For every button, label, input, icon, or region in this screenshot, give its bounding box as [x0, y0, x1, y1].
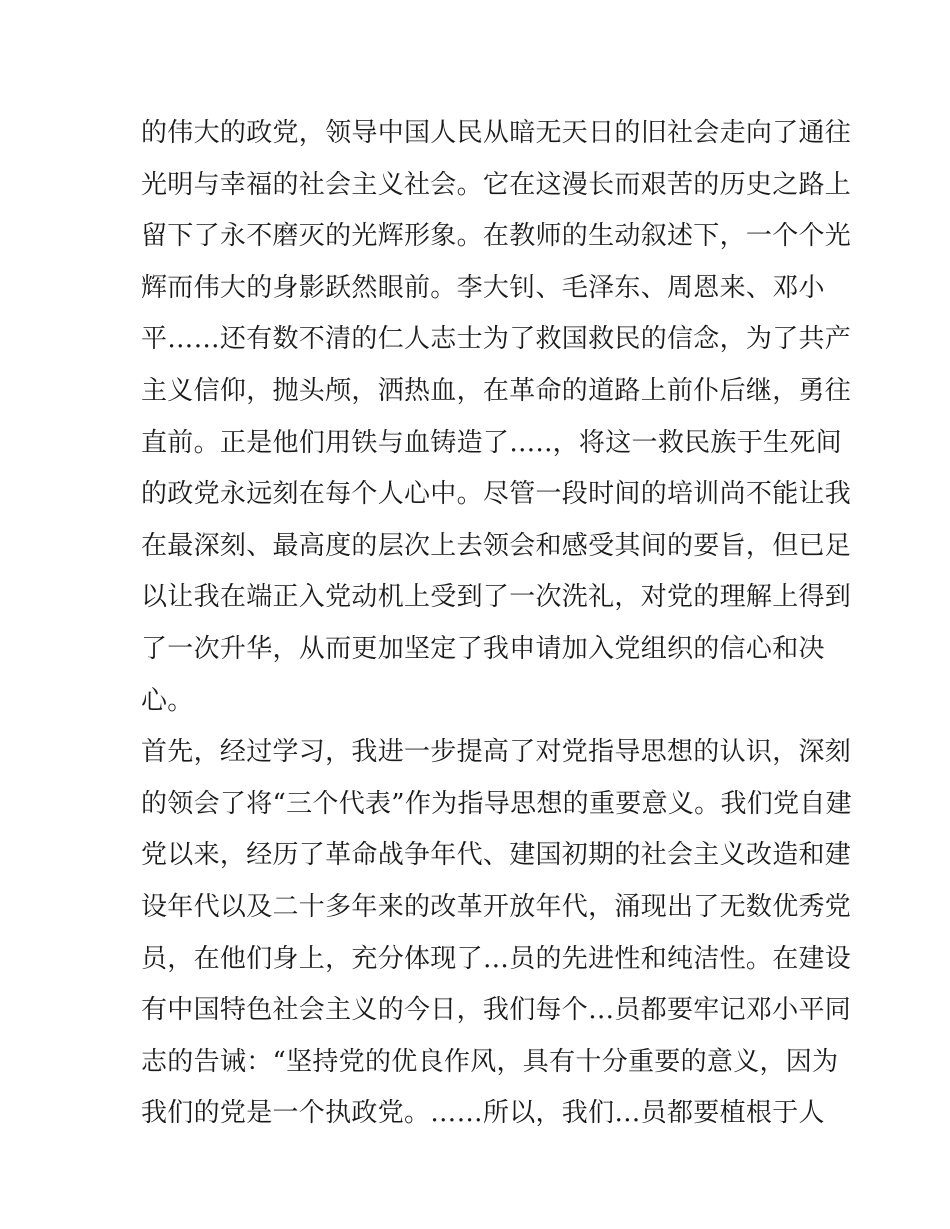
text-line: 员，在他们身上，充分体现了…员的先进性和纯洁性。在建设 — [141, 943, 852, 974]
body-text — [141, 108, 852, 1140]
text-line: 以让我在端正入党动机上受到了一次洗礼，对党的理解上得到 — [141, 582, 852, 613]
text-line: 我们的党是一个执政党。……所以，我们…员都要植根于人 — [141, 1098, 825, 1129]
text-line: 了一次升华，从而更加坚定了我申请加入党组织的信心和决 — [141, 633, 825, 664]
text-line: 设年代以及二十多年来的改革开放年代，涌现出了无数优秀党 — [141, 891, 852, 922]
text-line: 有中国特色社会主义的今日，我们每个…员都要牢记邓小平同 — [141, 995, 852, 1026]
text-line: 光明与幸福的社会主义社会。它在这漫长而艰苦的历史之路上 — [141, 169, 852, 200]
text-line: 辉而伟大的身影跃然眼前。李大钊、毛泽东、周恩来、邓小 — [141, 272, 825, 303]
text-line: 主义信仰，抛头颅，洒热血，在革命的道路上前仆后继，勇往 — [141, 375, 852, 406]
text-line: 平……还有数不清的仁人志士为了救国救民的信念，为了共产 — [141, 324, 852, 355]
text-line: 在最深刻、最高度的层次上去领会和感受其间的要旨，但已足 — [141, 530, 852, 561]
text-line: 志的告诫：“坚持党的优良作风，具有十分重要的意义，因为 — [141, 1046, 839, 1077]
text-line: 的伟大的政党，领导中国人民从暗无天日的旧社会走向了通往 — [141, 118, 852, 148]
text-line: 的领会了将“三个代表”作为指导思想的重要意义。我们党自建 — [141, 788, 852, 819]
text-line: 直前。正是他们用铁与血铸造了…..，将这一救民族于生死间 — [141, 427, 842, 458]
text-line: 留下了永不磨灭的光辉形象。在教师的生动叙述下，一个个光 — [141, 221, 852, 252]
text-line: 党以来，经历了革命战争年代、建国初期的社会主义改造和建 — [141, 840, 852, 871]
text-line: 心。 — [141, 685, 194, 716]
text-line: 首先，经过学习，我进一步提高了对党指导思想的认识，深刻 — [141, 737, 852, 768]
text-line: 的政党永远刻在每个人心中。尽管一段时间的培训尚不能让我 — [141, 479, 852, 510]
